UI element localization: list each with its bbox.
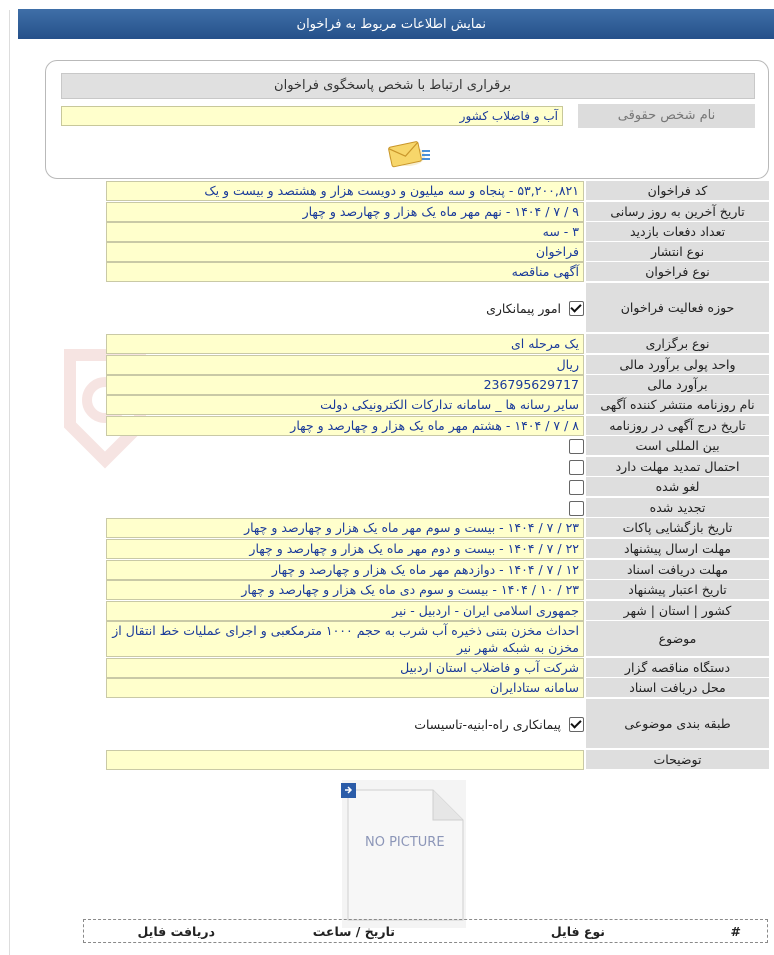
legal-person-label: نام شخص حقوقی — [578, 104, 755, 128]
row-value: ریال — [106, 355, 584, 375]
page-title: نمایش اطلاعات مربوط به فراخوان — [296, 16, 486, 32]
row-label: حوزه فعالیت فراخوان — [586, 283, 769, 333]
row-value: فراخوان — [106, 242, 584, 262]
row-label: نوع انتشار — [586, 242, 769, 262]
row-label: مهلت ارسال پیشنهاد — [586, 539, 769, 559]
row-value: احداث مخزن بتنی ذخیره آب شرب به حجم ۱۰۰۰ مترمکعبی و اجرای عملیات خط انتقال از مخزن به شبکه شهر نیر — [106, 621, 584, 657]
col-date-time: تاریخ / ساعت — [312, 924, 395, 939]
row-label: واحد پولی برآورد مالی — [586, 355, 769, 375]
row-value: جمهوری اسلامی ایران - اردبیل - نیر — [106, 601, 584, 621]
row-label: طبقه بندی موضوعی — [586, 699, 769, 749]
row-label: تجدید شده — [586, 498, 769, 518]
row-label: تعداد دفعات بازدید — [586, 222, 769, 242]
row-label: دستگاه مناقصه گزار — [586, 658, 769, 678]
col-file-type: نوع فایل — [550, 924, 605, 939]
row-label: تاریخ بازگشایی پاکات — [586, 518, 769, 538]
contact-title[interactable]: برقراری ارتباط با شخص پاسخگوی فراخوان — [61, 73, 755, 99]
row-label: نوع برگزاری — [586, 334, 769, 354]
checkbox[interactable] — [569, 301, 584, 316]
files-table-header — [83, 919, 768, 943]
page-header — [18, 9, 774, 39]
row-label: توضیحات — [586, 750, 769, 770]
row-checkbox-cell — [106, 457, 584, 477]
row-value: یک مرحله ای — [106, 334, 584, 354]
checkbox[interactable] — [569, 460, 584, 475]
checkbox-label: پیمانکاری راه-ابنیه-تاسیسات — [414, 716, 561, 732]
row-value: آگهی مناقصه — [106, 262, 584, 282]
row-label: تاریخ درج آگهی در روزنامه — [586, 416, 769, 436]
checkbox[interactable] — [569, 717, 584, 732]
left-border-line — [9, 10, 10, 955]
row-checkbox-cell — [106, 436, 584, 456]
row-label: نام روزنامه منتشر کننده آگهی — [586, 395, 769, 415]
row-value: ۱۲ / ۷ / ۱۴۰۴ - دوازدهم مهر ماه یک هزار و چهارصد و چهار — [106, 560, 584, 580]
row-value: ۵۳,۲۰۰,۸۲۱ - پنجاه و سه میلیون و دویست هزار و هشتصد و بیست و یک — [106, 181, 584, 201]
row-label: تاریخ آخرین به روز رسانی — [586, 202, 769, 222]
no-picture-text: NO PICTURE — [365, 835, 445, 850]
row-value: شرکت آب و فاضلاب استان اردبیل — [106, 658, 584, 678]
row-value: سامانه ستادایران — [106, 678, 584, 698]
row-checkbox-cell — [106, 477, 584, 497]
row-value: سایر رسانه ها _ سامانه تدارکات الکترونیکی دولت — [106, 395, 584, 415]
col-hash: # — [730, 924, 741, 939]
row-value: ۸ / ۷ / ۱۴۰۴ - هشتم مهر ماه یک هزار و چهارصد و چهار — [106, 416, 584, 436]
row-checkbox-cell — [106, 699, 584, 749]
row-label: موضوع — [586, 621, 769, 657]
row-label: کد فراخوان — [586, 181, 769, 201]
row-value: ۲۳ / ۷ / ۱۴۰۴ - بیست و سوم مهر ماه یک هزار و چهارصد و چهار — [106, 518, 584, 538]
row-label: کشور | استان | شهر — [586, 601, 769, 621]
row-label: بین المللی است — [586, 436, 769, 456]
row-label: تاریخ اعتبار پیشنهاد — [586, 580, 769, 600]
row-label: برآورد مالی — [586, 375, 769, 395]
checkbox[interactable] — [569, 501, 584, 516]
checkbox-label: امور پیمانکاری — [486, 300, 561, 316]
row-label: نوع فراخوان — [586, 262, 769, 282]
row-value: ۹ / ۷ / ۱۴۰۴ - نهم مهر ماه یک هزار و چهارصد و چهار — [106, 202, 584, 222]
row-value: ۲۳ / ۱۰ / ۱۴۰۴ - بیست و سوم دی ماه یک هزار و چهارصد و چهار — [106, 580, 584, 600]
row-label: احتمال تمدید مهلت دارد — [586, 457, 769, 477]
checkbox[interactable] — [569, 439, 584, 454]
envelope-icon[interactable] — [386, 138, 432, 170]
row-value: ۲۲ / ۷ / ۱۴۰۴ - بیست و دوم مهر ماه یک هزار و چهارصد و چهار — [106, 539, 584, 559]
row-label: محل دریافت اسناد — [586, 678, 769, 698]
row-checkbox-cell — [106, 283, 584, 333]
row-value: ۳ - سه — [106, 222, 584, 242]
row-label: مهلت دریافت اسناد — [586, 560, 769, 580]
no-picture-icon — [338, 780, 474, 930]
row-checkbox-cell — [106, 498, 584, 518]
checkbox[interactable] — [569, 480, 584, 495]
row-value — [106, 750, 584, 770]
row-label: لغو شده — [586, 477, 769, 497]
col-download: دریافت فایل — [137, 924, 215, 939]
legal-person-value: آب و فاضلاب کشور — [61, 106, 563, 126]
row-value: 236795629717 — [106, 375, 584, 395]
